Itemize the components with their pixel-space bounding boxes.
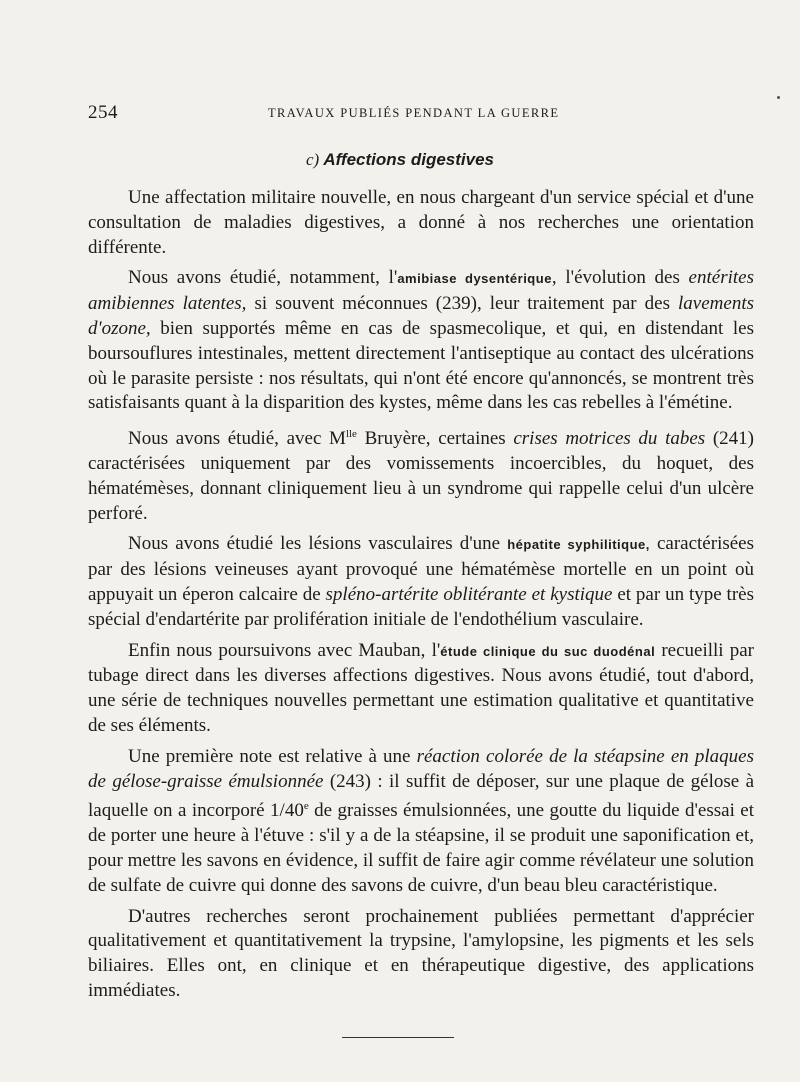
italic-term: lavements d'ozone, [88, 293, 754, 339]
section-title [0, 150, 800, 170]
text-run: Une première note est relative à une [128, 745, 417, 767]
italic-term: crises motrices du tabes [513, 428, 706, 450]
text-run: caractérisées par des lésions veineuses ayant provoqué une hématémèse mortelle en un point où appuyait un éperon calcaire de [88, 533, 755, 605]
text-run: si souvent méconnues (239), leur traitement par des [246, 293, 679, 315]
paragraph-6 [88, 745, 754, 899]
text-run: de graisses émulsionnées, une goutte du liquide d'essai et de porter une heure à l'étuve : s'il y a de la stéapsine, il se produit une saponification et, pour mettre les savons en évidence, il suffit de faire agir comme révélateur une solution de sulfate de cuivre qui donne des savons de cuivre, d'un beau bleu caractéristique. [88, 800, 755, 896]
page-header [88, 102, 742, 122]
italic-term: réaction colorée de la stéapsine en plaques de gélose-graisse émulsionnée [88, 745, 754, 792]
italic-term: spléno-artérite oblitérante et kystique [325, 583, 613, 605]
text-run: Nous avons étudié, avec M [128, 428, 346, 450]
body-text [88, 186, 754, 1010]
text-run: Nous avons étudié, notamment, l' [128, 267, 398, 289]
paragraph-1: Une affectation militaire nouvelle, en nous chargeant d'un service spécial et d'une consultation de maladies digestives, a donné à nos recherches une orientation différente. [88, 187, 754, 258]
text-run: Bruyère, certaines [356, 428, 514, 450]
text-run: Nous avons étudié les lésions vasculaires d'une [128, 533, 508, 555]
paragraph-7: D'autres recherches seront prochainement publiées permettant d'apprécier qualitativement et quantitativement la trypsine, l'amylopsine, les pigments et les sels biliaires. Elles ont, en clinique et en thérapeutique digestive, des applications immédiates. [88, 905, 754, 1001]
italic-term: entérites amibiennes latentes, [88, 267, 754, 315]
bold-term: amibiase dysentérique [397, 271, 552, 287]
text-run: (241) caractérisées uniquement par des vomissements incoercibles, du hoquet, des hématémèses, donnant cliniquement lieu à un syndrome qui rappelle celui d'un ulcère perforé. [88, 428, 754, 524]
paragraph-5 [88, 639, 754, 739]
running-head: TRAVAUX PUBLIÉS PENDANT LA GUERRE [268, 106, 560, 120]
text-run: , l'évolution des [551, 267, 689, 289]
section-marker: c) [306, 150, 320, 169]
text-run: (243) : il suffit de déposer, sur une plaque de gélose à laquelle on a incorporé 1/40 [88, 770, 754, 822]
bold-term: étude clinique du suc duodénal [440, 643, 656, 659]
superscript: lle [345, 428, 357, 441]
paragraph-2 [88, 266, 754, 416]
bold-term: hépatite syphilitique, [507, 537, 650, 553]
text-run: et par un type très spécial d'endartérite par prolifération initiale de l'endothélium vasculaire. [88, 583, 754, 630]
speck-mark [777, 96, 780, 99]
paragraph-4 [88, 532, 754, 632]
paragraph-3 [88, 422, 754, 526]
page-number: 254 [88, 102, 118, 123]
closing-rule [342, 1037, 454, 1038]
superscript: e [303, 800, 309, 813]
text-run: recueilli par tubage direct dans les diverses affections digestives. Nous avons étudié, tout d'abord, une série de techniques nouvelles permettant une estimation qualitative et quantitative de ses éléments. [88, 639, 754, 736]
text-run: bien supportés même en cas de spasmecolique, et qui, en distendant les boursouflures intestinales, mettent directement l'antiseptique au contact des ulcérations où le parasite persiste : nos résultats, qui n'ont été encore qu'annoncés, se montrent très satisfaisants quant à la disparition des kystes, même dans les cas rebelles à l'émétine. [88, 317, 754, 414]
text-run: Enfin nous poursuivons avec Mauban, l' [128, 639, 441, 661]
section-title-text: Affections digestives [323, 150, 494, 169]
